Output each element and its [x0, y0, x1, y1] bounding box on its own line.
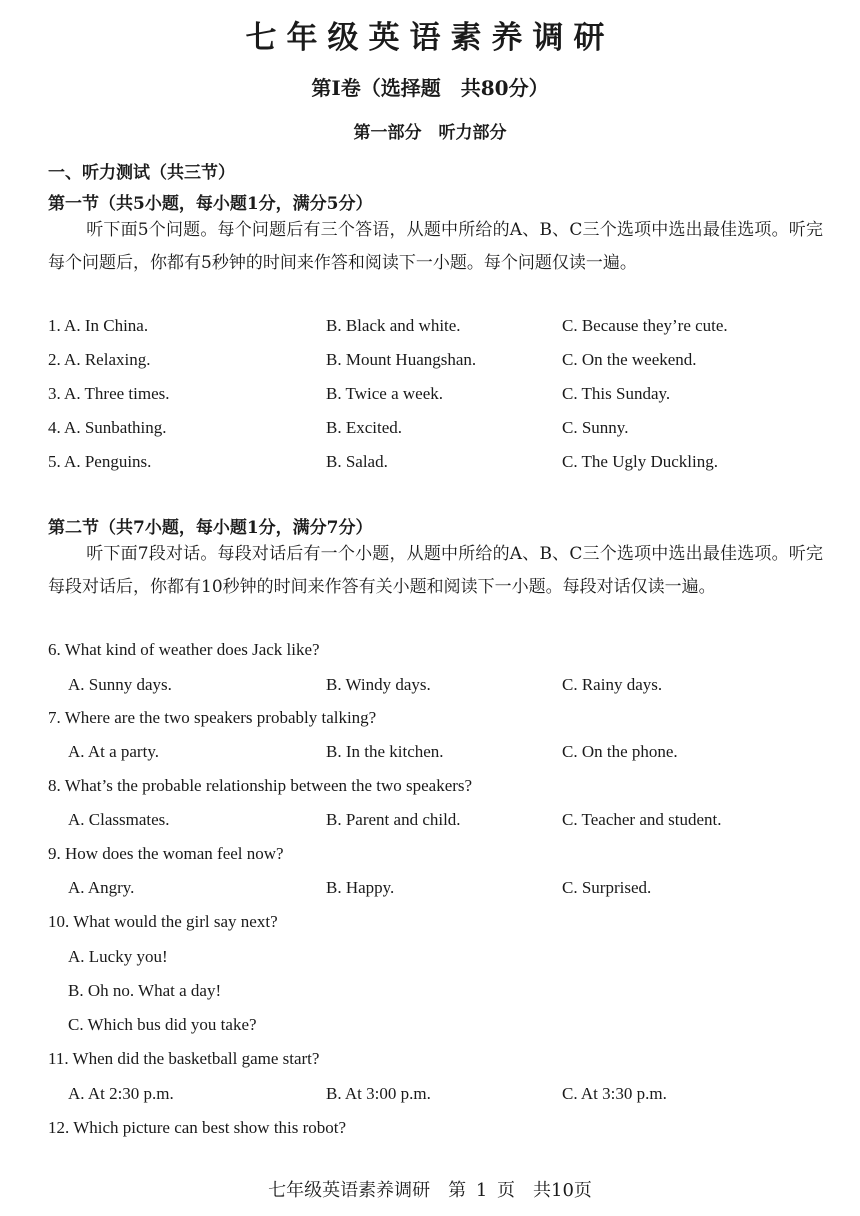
q11-question: 11. When did the basketball game start? [48, 1049, 320, 1068]
q6-option-c: C. Rainy days. [562, 675, 663, 694]
q5-option-a: 5. A. Penguins. [48, 452, 152, 471]
q12-question: 12. Which picture can best show this robot? [48, 1118, 347, 1137]
section2-instructions [48, 538, 823, 604]
volume-title: 第Ⅰ卷（选择题 共80分） [311, 76, 549, 100]
q6-question: 6. What kind of weather does Jack like? [48, 640, 320, 659]
page-footer: 七年级英语素养调研 第 1 页 共10页 [268, 1180, 592, 1201]
q9-question: 9. How does the woman feel now? [48, 844, 284, 863]
q4-option-c: C. Sunny. [562, 418, 629, 437]
q9-option-b: B. Happy. [326, 878, 395, 897]
q5-option-b: B. Salad. [326, 452, 388, 471]
q2-option-a: 2. A. Relaxing. [48, 350, 151, 369]
q9-option-a: A. Angry. [68, 878, 135, 897]
q9-option-c: C. Surprised. [562, 878, 652, 897]
q8-option-c: C. Teacher and student. [562, 810, 722, 829]
q11-option-b: B. At 3:00 p.m. [326, 1084, 431, 1103]
section1-instructions-text: 听下面5个问题。每个问题后有三个答语，从题中所给的A、B、C三个选项中选出最佳选项。听完每个问题后，你都有5秒钟的时间来作答和阅读下一小题。每个问题仅读一遍。 [48, 220, 823, 273]
q11-option-a: A. At 2:30 p.m. [68, 1084, 174, 1103]
q7-option-c: C. On the phone. [562, 742, 678, 761]
q1-option-b: B. Black and white. [326, 316, 461, 335]
q7-question: 7. Where are the two speakers probably talking? [48, 708, 377, 727]
q8-option-a: A. Classmates. [68, 810, 170, 829]
q10-question: 10. What would the girl say next? [48, 912, 278, 931]
q10-option-a: A. Lucky you! [68, 947, 168, 966]
q11-option-c: C. At 3:30 p.m. [562, 1084, 667, 1103]
q1-option-c: C. Because they’re cute. [562, 316, 728, 335]
q2-option-b: B. Mount Huangshan. [326, 350, 477, 369]
q7-option-a: A. At a party. [68, 742, 159, 761]
section1-heading: 第一节（共5小题，每小题1分，满分5分） [48, 194, 373, 214]
section-heading: 一、听力测试（共三节） [48, 163, 235, 183]
q4-option-b: B. Excited. [326, 418, 403, 437]
section2-heading: 第二节（共7小题，每小题1分，满分7分） [48, 518, 373, 538]
q8-question: 8. What’s the probable relationship between the two speakers? [48, 776, 473, 795]
q7-option-b: B. In the kitchen. [326, 742, 444, 761]
page-title: 七年级英语素养调研 [245, 20, 615, 56]
q3-option-c: C. This Sunday. [562, 384, 671, 403]
section1-instructions [48, 214, 823, 280]
q10-option-c: C. Which bus did you take? [68, 1015, 257, 1034]
section2-instructions-text: 听下面7段对话。每段对话后有一个小题，从题中所给的A、B、C三个选项中选出最佳选项。听完每段对话后，你都有10秒钟的时间来作答有关小题和阅读下一小题。每段对话仅读一遍。 [48, 544, 823, 597]
q3-option-b: B. Twice a week. [326, 384, 443, 403]
q2-option-c: C. On the weekend. [562, 350, 697, 369]
part-title: 第一部分 听力部分 [353, 123, 507, 143]
q6-option-a: A. Sunny days. [68, 675, 172, 694]
q10-option-b: B. Oh no. What a day! [68, 981, 222, 1000]
q6-option-b: B. Windy days. [326, 675, 431, 694]
q4-option-a: 4. A. Sunbathing. [48, 418, 167, 437]
q8-option-b: B. Parent and child. [326, 810, 461, 829]
q3-option-a: 3. A. Three times. [48, 384, 170, 403]
q5-option-c: C. The Ugly Duckling. [562, 452, 718, 471]
q1-option-a: 1. A. In China. [48, 316, 149, 335]
